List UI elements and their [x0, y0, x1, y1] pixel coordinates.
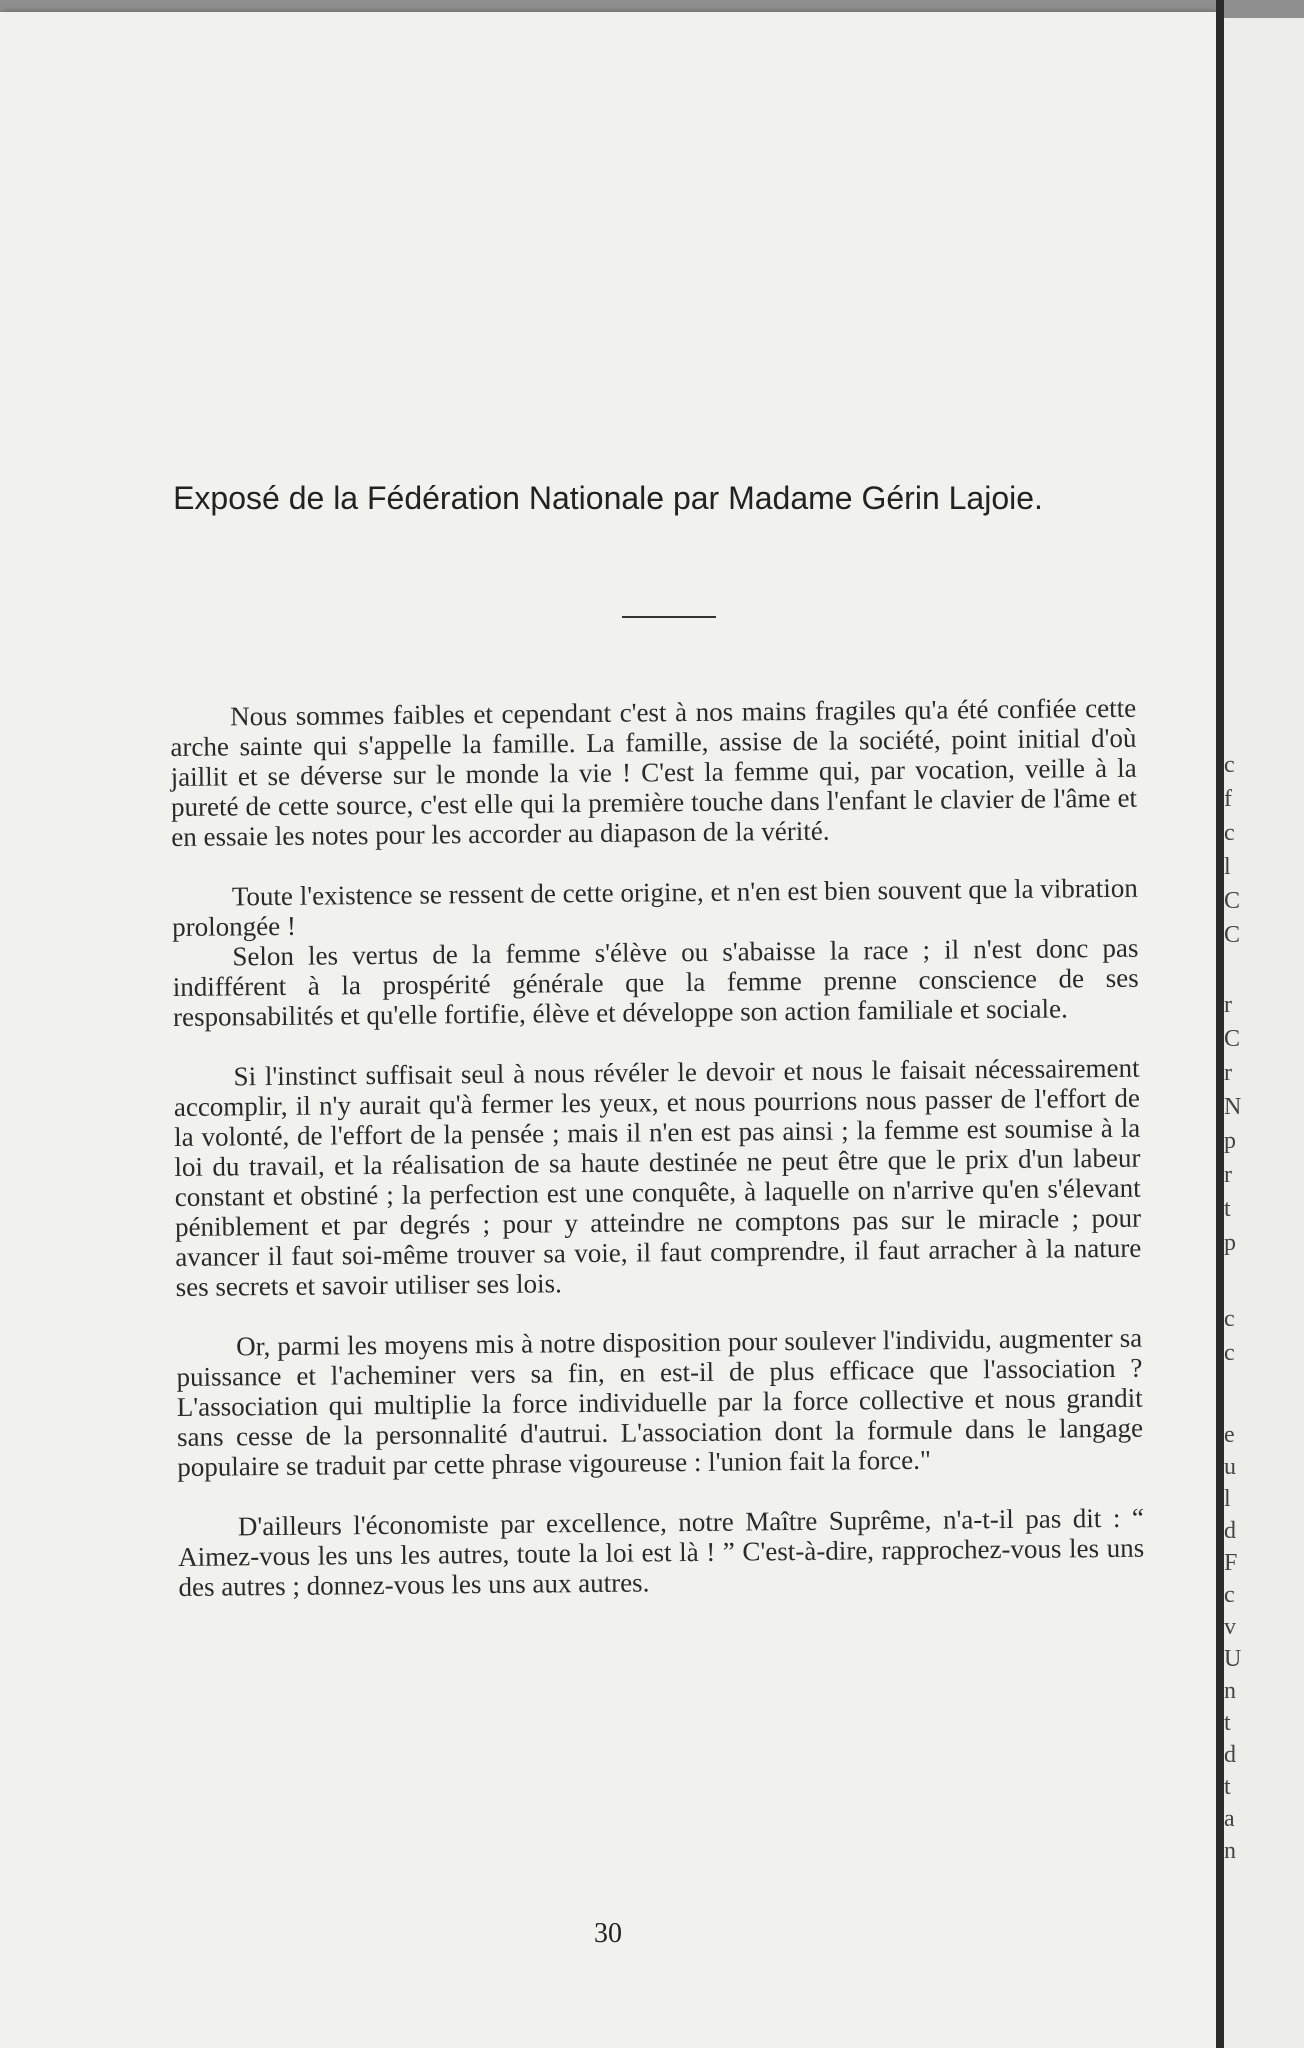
edge-letter: c [1224, 1340, 1236, 1366]
paragraph-4: Si l'instinct suffisait seul à nous révéler le devoir et nous le faisait nécessairement accomplir, il n'y aurait qu'à fermer les yeux, et nous pourrions nous passer de l'effort de la volonté, de l'effort de la pensée ; mais il n'en est pas ainsi ; la femme est soumise à la loi du travail, et la réalisation de sa haute destinée ne peut être que le prix d'un labeur constant et obstiné ; la perfection est une conquête, à laquelle on n'arrive qu'en s'élevant péniblement et par degrés ; pour y atteindre ne comptons pas sur le miracle ; pour avancer il faut soi-même trouver sa voie, il faut comprendre, il faut arracher à la nature ses secrets et savoir utiliser ses lois. [173, 1052, 1142, 1302]
edge-letter: r [1224, 1060, 1233, 1086]
edge-letter: r [1224, 1162, 1233, 1188]
edge-letter: v [1224, 1614, 1237, 1640]
edge-letter: c [1224, 1306, 1236, 1332]
next-page-edge [1224, 18, 1304, 2048]
edge-letter: e [1224, 1422, 1236, 1448]
edge-letter: C [1224, 922, 1242, 948]
edge-letter: p [1224, 1128, 1237, 1154]
paragraph-2: Toute l'existence se ressent de cette origine, et n'en est bien souvent que la vibration prolongée ! [172, 872, 1138, 942]
edge-letter: t [1224, 1710, 1232, 1736]
edge-letter: d [1224, 1518, 1237, 1544]
edge-letter: a [1224, 1806, 1236, 1832]
edge-letter: n [1224, 1838, 1237, 1864]
edge-letter: c [1224, 752, 1236, 778]
paragraph-6: D'ailleurs l'économiste par excellence, notre Maître Suprême, n'a-t-il pas dit : “ Aimez-vous les uns les autres, toute la loi est là ! ” C'est-à-dire, rapprochez-vous les uns des autres ; donnez-vous les uns aux autres. [178, 1502, 1145, 1602]
edge-letter: f [1224, 786, 1233, 812]
edge-letter: d [1224, 1742, 1237, 1768]
paragraph-5: Or, parmi les moyens mis à notre disposition pour soulever l'individu, augmenter sa puissance et l'acheminer vers sa fin, en est-il de plus efficace que l'association ? L'association qui multiplie la force individuelle par la force collective et nous grandit sans cesse de la personnalité d'autrui. L'association dont la formule dans le langage populaire se traduit par cette phrase vigoureuse : l'union fait la force." [176, 1322, 1144, 1482]
edge-letter: C [1224, 888, 1242, 914]
paragraph-3: Selon les vertus de la femme s'élève ou s'abaisse la race ; il n'est donc pas indifférent à la prospérité générale que la femme prenne conscience de ses responsabilités et qu'elle fortifie, élève et développe son action familiale et sociale. [172, 932, 1139, 1032]
edge-letter: t [1224, 1196, 1232, 1222]
edge-letter: l [1224, 1486, 1232, 1512]
page-number: 30 [594, 1918, 622, 1949]
book-gutter [1216, 0, 1224, 2048]
edge-letter: c [1224, 1582, 1236, 1608]
edge-letter: n [1224, 1678, 1237, 1704]
edge-letter: N [1224, 1094, 1243, 1120]
edge-letter: t [1224, 1774, 1232, 1800]
title-divider [622, 616, 716, 618]
edge-letter: u [1224, 1454, 1237, 1480]
edge-letter: l [1224, 854, 1232, 880]
edge-letter: c [1224, 820, 1236, 846]
edge-letter: F [1224, 1550, 1239, 1576]
paragraph-1: Nous sommes faibles et cependant c'est à nos mains fragiles qu'a été confiée cette arche sainte qui s'appelle la famille. La famille, assise de la société, point initial d'où jaillit et se déverse sur le monde la vie ! C'est la femme qui, par vocation, veille à la pureté de cette source, c'est elle qui la première touche dans l'enfant le clavier de l'âme et en essaie les notes pour les accorder au diapason de la vérité. [170, 692, 1138, 852]
edge-letter: r [1224, 992, 1233, 1018]
document-page [0, 12, 1216, 2048]
edge-letter: p [1224, 1230, 1237, 1256]
edge-letter: C [1224, 1026, 1242, 1052]
document-body [170, 693, 1145, 1632]
edge-letter: U [1224, 1646, 1243, 1672]
document-title: Exposé de la Fédération Nationale par Madame Gérin Lajoie. [173, 480, 1043, 516]
